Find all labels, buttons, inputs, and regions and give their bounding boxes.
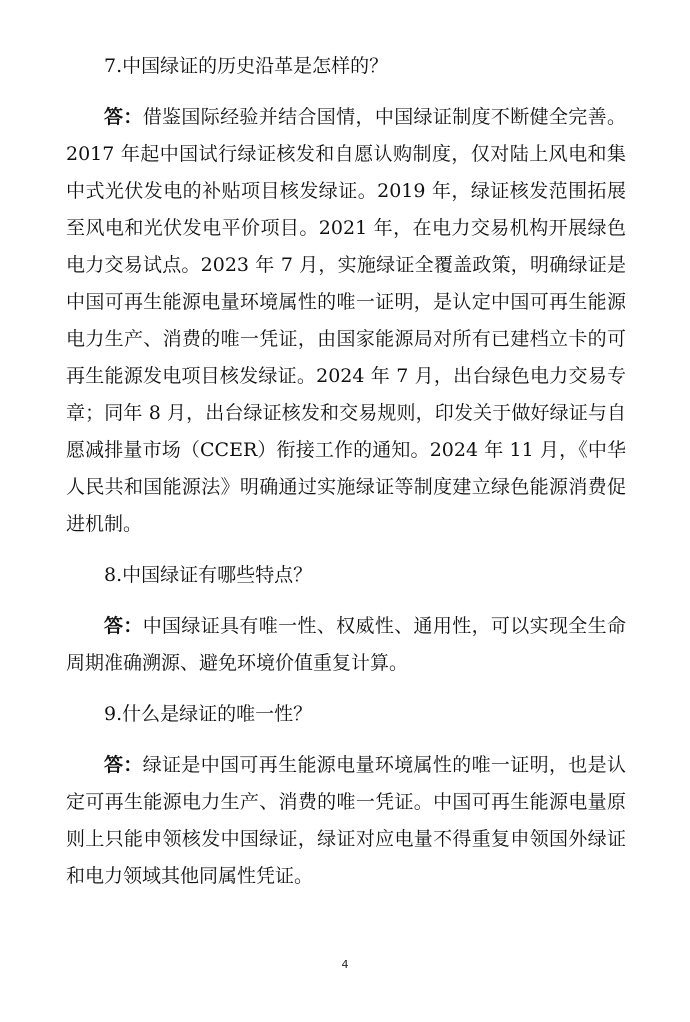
document-body: [66, 48, 626, 909]
answer-text: 中国绿证具有唯一性、权威性、通用性，可以实现全生命周期准确溯源、避免环境价值重复计算。: [66, 615, 626, 674]
question-7: 7.中国绿证的历史沿革是怎样的？: [104, 55, 389, 77]
question-9: 9.什么是绿证的唯一性？: [104, 703, 313, 725]
answer-label: 答：: [104, 615, 143, 637]
answer-8: [66, 608, 626, 682]
answer-label: 答：: [104, 754, 143, 776]
question-8: 8.中国绿证有哪些特点？: [104, 564, 313, 586]
page-number: 4: [341, 958, 349, 971]
answer-label: 答：: [104, 106, 143, 128]
answer-text: 绿证是中国可再生能源电量环境属性的唯一证明，也是认定可再生能源电力生产、消费的唯一凭证。中国可再生能源电量原则上只能申领核发中国绿证，绿证对应电量不得重复申领国外绿证和电力领域其他同属性凭证。: [66, 754, 626, 887]
answer-7: [66, 99, 626, 543]
answer-9: [66, 747, 626, 895]
answer-text: 借鉴国际经验并结合国情，中国绿证制度不断健全完善。2017 年起中国试行绿证核发和自愿认购制度，仅对陆上风电和集中式光伏发电的补贴项目核发绿证。2019 年，绿证核发范围拓展至风电和光伏发电平价项目。2021 年，在电力交易机构开展绿色电力交易试点。2023 年 7 月，实施绿证全覆盖政策，明确绿证是中国可再生能源电量环境属性的唯一证明，是认定中国可再生能源电力生产、消费的唯一凭证，由国家能源局对所有已建档立卡的可再生能源发电项目核发绿证。2024 年 7 月，出台绿色电力交易专章；同年 8 月，出台绿证核发和交易规则，印发关于做好绿证与自愿减排量市场（CCER）衔接工作的通知。2024 年 11 月，《中华人民共和国能源法》明确通过实施绿证等制度建立绿色能源消费促进机制。: [66, 106, 626, 535]
